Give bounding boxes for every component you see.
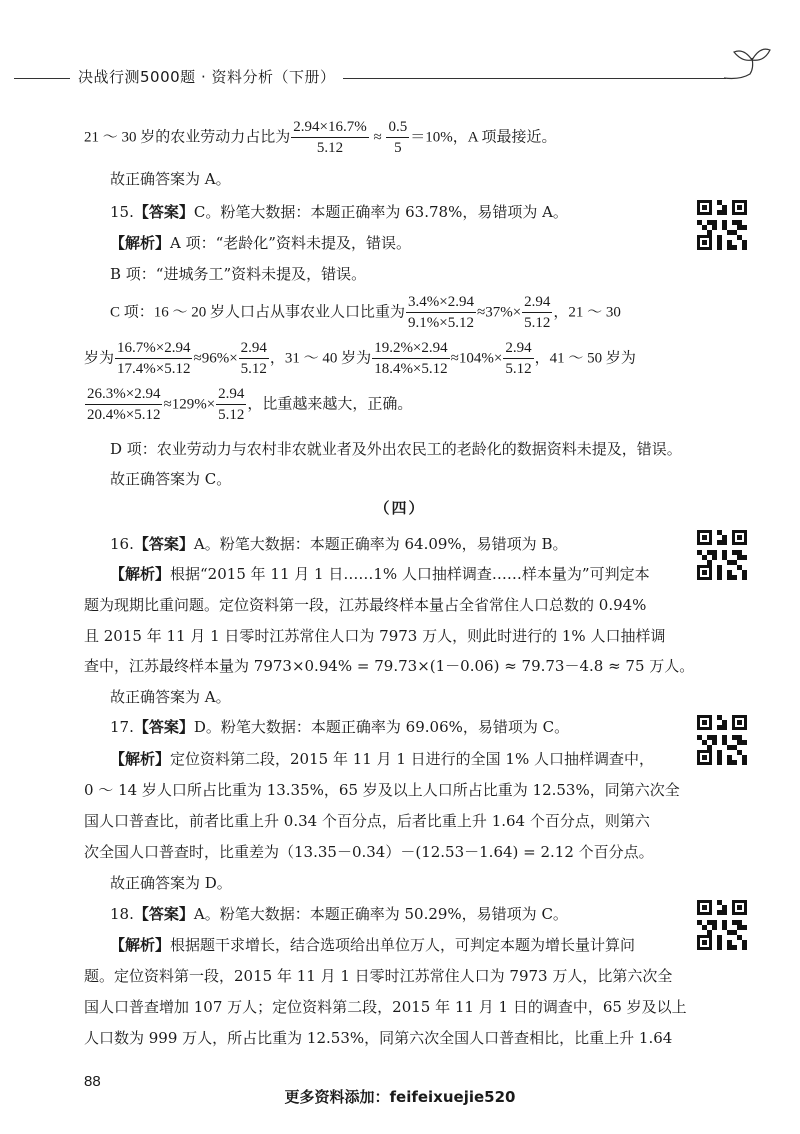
q18-analysis-line: 人口数为 999 万人，所占比重为 12.53%，同第六次全国人口普查相比，比重上升 1.64 bbox=[84, 1029, 673, 1047]
footer-promo-text: 更多资料添加：feifeixuejie520 bbox=[284, 1088, 516, 1106]
q18-answer-line: 18.【答案】A。粉笔大数据：本题正确率为 50.29%，易错项为 C。 bbox=[110, 905, 568, 923]
q15-analysis-d: D 项：农业劳动力与农村非农就业者及外出农民工的老龄化的数据资料未提及，错误。 bbox=[110, 440, 682, 458]
q18-analysis-line: 题。定位资料第一段，2015 年 11 月 1 日零时江苏常住人口为 7973 万人，比第六次全 bbox=[84, 967, 673, 985]
q15-analysis-c-line1: C 项：16 ～ 20 岁人口占从事农业人口比重为 $\frac{3.4\%\times 2.94}{9.1\%\times 5.12}$ ≈37%× $\frac{2.94}{5.12}$ ，21 ～ 30 bbox=[110, 294, 621, 331]
q14-formula-line: 21 ～ 30 岁的农业劳动力占比为 $\frac{2.94\times 16.7\%}{5.12}$ ≈ $\frac{0.5}{5}$ ＝10%，A 项最接近。 bbox=[84, 119, 557, 156]
qr-code-icon[interactable] bbox=[697, 715, 747, 765]
q17-analysis-line: 国人口普查比，前者比重上升 0.34 个百分点，后者比重上升 1.64 个百分点，则第六 bbox=[84, 812, 650, 830]
q17-analysis-line: 0 ～ 14 岁人口所占比重为 13.35%，65 岁及以上人口所占比重为 12.53%，同第六次全 bbox=[84, 781, 680, 799]
q15-analysis-c-line2: 岁为 $\frac{16.7\%\times 2.94}{17.4\%\times 5.12}$ ≈96%× $\frac{2.94}{5.12}$ ，31 ～ 40 岁为 $\frac{19.2\%\times 2.94}{18.4\%\times 5.12}$ ≈104%× $\frac{2.94}{5.12}$ ，41 ～ 50 岁为 bbox=[84, 340, 636, 377]
q15-analysis-a: 【解析】A 项：“老龄化”资料未提及，错误。 bbox=[110, 234, 411, 252]
q14-conclusion: 故正确答案为 A。 bbox=[110, 170, 231, 188]
q15-analysis-b: B 项：“进城务工”资料未提及，错误。 bbox=[110, 265, 367, 283]
header-title: 决战行测5000题 · 资料分析（下册） bbox=[70, 66, 343, 87]
q18-analysis-line: 国人口普查增加 107 万人；定位资料第二段，2015 年 11 月 1 日的调查中，65 岁及以上 bbox=[84, 998, 687, 1016]
q15-conclusion: 故正确答案为 C。 bbox=[110, 470, 232, 488]
q16-analysis-line: 【解析】根据“2015 年 11 月 1 日……1% 人口抽样调查……样本量为”可判定本 bbox=[110, 565, 650, 583]
page-number: 88 bbox=[84, 1073, 101, 1090]
qr-code-icon[interactable] bbox=[697, 900, 747, 950]
q15-answer-line: 15.【答案】C。粉笔大数据：本题正确率为 63.78%，易错项为 A。 bbox=[110, 203, 568, 221]
q17-conclusion: 故正确答案为 D。 bbox=[110, 874, 232, 892]
section-title: （四） bbox=[374, 499, 426, 517]
q16-analysis-line: 且 2015 年 11 月 1 日零时江苏常住人口为 7973 万人，则此时进行的 1% 人口抽样调 bbox=[84, 627, 666, 645]
q16-answer-line: 16.【答案】A。粉笔大数据：本题正确率为 64.09%，易错项为 B。 bbox=[110, 535, 568, 553]
qr-code-icon[interactable] bbox=[697, 200, 747, 250]
q16-conclusion: 故正确答案为 A。 bbox=[110, 688, 231, 706]
sprout-icon bbox=[720, 44, 772, 84]
q17-answer-line: 17.【答案】D。粉笔大数据：本题正确率为 69.06%，易错项为 C。 bbox=[110, 718, 570, 736]
q18-analysis-line: 【解析】根据题干求增长，结合选项给出单位万人，可判定本题为增长量计算问 bbox=[110, 936, 636, 954]
qr-code-icon[interactable] bbox=[697, 530, 747, 580]
q15-analysis-c-line3: $\frac{26.3\%\times 2.94}{20.4\%\times 5.12}$ ≈129%× $\frac{2.94}{5.12}$ ，比重越来越大，正确。 bbox=[87, 386, 413, 423]
q17-analysis-line: 【解析】定位资料第二段，2015 年 11 月 1 日进行的全国 1% 人口抽样调查中， bbox=[110, 750, 654, 768]
q17-analysis-line: 次全国人口普查时，比重差为（13.35－0.34）－(12.53－1.64) = 2.12 个百分点。 bbox=[84, 843, 654, 861]
q16-analysis-line: 查中，江苏最终样本量为 7973×0.94% = 79.73×(1－0.06) ≈ 79.73－4.8 ≈ 75 万人。 bbox=[84, 657, 695, 675]
q16-analysis-line: 题为现期比重问题。定位资料第一段，江苏最终样本量占全省常住人口总数的 0.94% bbox=[84, 596, 647, 614]
